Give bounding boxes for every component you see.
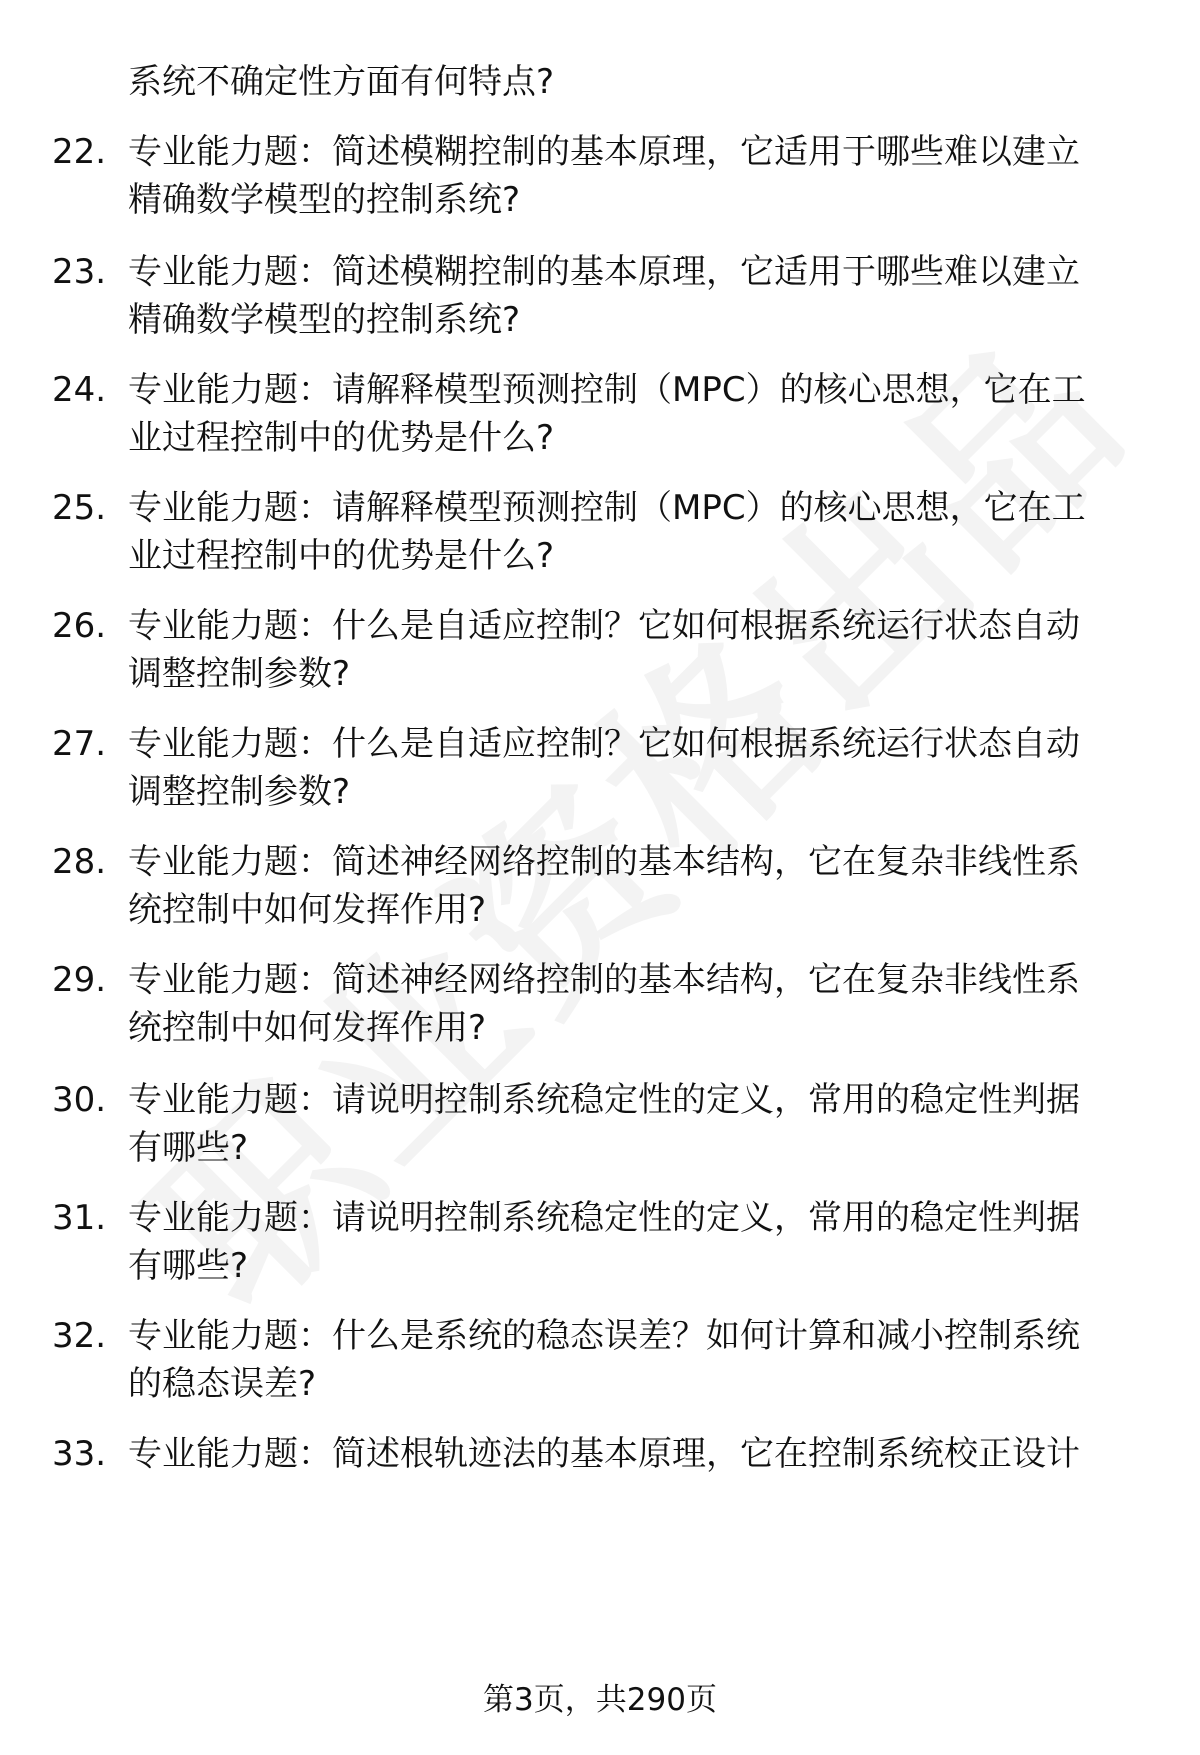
question-line: 专业能力题：简述模糊控制的基本原理，它适用于哪些难以建立 — [128, 252, 1080, 292]
question-text — [128, 602, 1148, 698]
question-line: 专业能力题：简述神经网络控制的基本结构，它在复杂非线性系 — [128, 842, 1080, 882]
question-line: 专业能力题：简述神经网络控制的基本结构，它在复杂非线性系 — [128, 960, 1080, 1000]
question-number: 28. — [52, 842, 107, 882]
question-line: 精确数学模型的控制系统? — [128, 300, 521, 340]
question-text — [128, 484, 1148, 580]
question-number: 27. — [52, 724, 107, 764]
question-text — [128, 248, 1148, 344]
question-line: 业过程控制中的优势是什么? — [128, 536, 555, 576]
question-line: 业过程控制中的优势是什么? — [128, 418, 555, 458]
continued-question-text: 系统不确定性方面有何特点? — [128, 62, 555, 102]
question-line: 专业能力题：什么是自适应控制？它如何根据系统运行状态自动 — [128, 724, 1080, 764]
question-line: 调整控制参数? — [128, 654, 351, 694]
question-number: 30. — [52, 1080, 107, 1120]
question-number: 32. — [52, 1316, 107, 1356]
question-text — [128, 128, 1148, 224]
question-line: 专业能力题：简述根轨迹法的基本原理，它在控制系统校正设计 — [128, 1434, 1080, 1474]
question-text — [128, 1430, 1148, 1478]
question-line: 统控制中如何发挥作用? — [128, 890, 487, 930]
question-line: 专业能力题：请解释模型预测控制（MPC）的核心思想，它在工 — [128, 488, 1086, 528]
question-text — [128, 720, 1148, 816]
question-text — [128, 1076, 1148, 1172]
question-line: 有哪些? — [128, 1246, 249, 1286]
question-text — [128, 1312, 1148, 1408]
question-number: 25. — [52, 488, 107, 528]
question-line: 专业能力题：什么是系统的稳态误差？如何计算和减小控制系统 — [128, 1316, 1080, 1356]
question-number: 31. — [52, 1198, 107, 1238]
question-text — [128, 366, 1148, 462]
question-text — [128, 1194, 1148, 1290]
question-number: 26. — [52, 606, 107, 646]
question-number: 29. — [52, 960, 107, 1000]
question-line: 专业能力题：请解释模型预测控制（MPC）的核心思想，它在工 — [128, 370, 1086, 410]
question-line: 有哪些? — [128, 1128, 249, 1168]
question-text — [128, 838, 1148, 934]
question-number: 22. — [52, 132, 107, 172]
question-text — [128, 956, 1148, 1052]
question-line: 统控制中如何发挥作用? — [128, 1008, 487, 1048]
page-footer: 第3页，共290页 — [483, 1682, 717, 1718]
question-number: 23. — [52, 252, 107, 292]
question-line: 专业能力题：请说明控制系统稳定性的定义，常用的稳定性判据 — [128, 1080, 1080, 1120]
question-line: 专业能力题：请说明控制系统稳定性的定义，常用的稳定性判据 — [128, 1198, 1080, 1238]
question-line: 的稳态误差? — [128, 1364, 317, 1404]
question-line: 精确数学模型的控制系统? — [128, 180, 521, 220]
question-line: 调整控制参数? — [128, 772, 351, 812]
question-number: 33. — [52, 1434, 107, 1474]
question-number: 24. — [52, 370, 107, 410]
question-line: 专业能力题：简述模糊控制的基本原理，它适用于哪些难以建立 — [128, 132, 1080, 172]
question-line: 专业能力题：什么是自适应控制？它如何根据系统运行状态自动 — [128, 606, 1080, 646]
